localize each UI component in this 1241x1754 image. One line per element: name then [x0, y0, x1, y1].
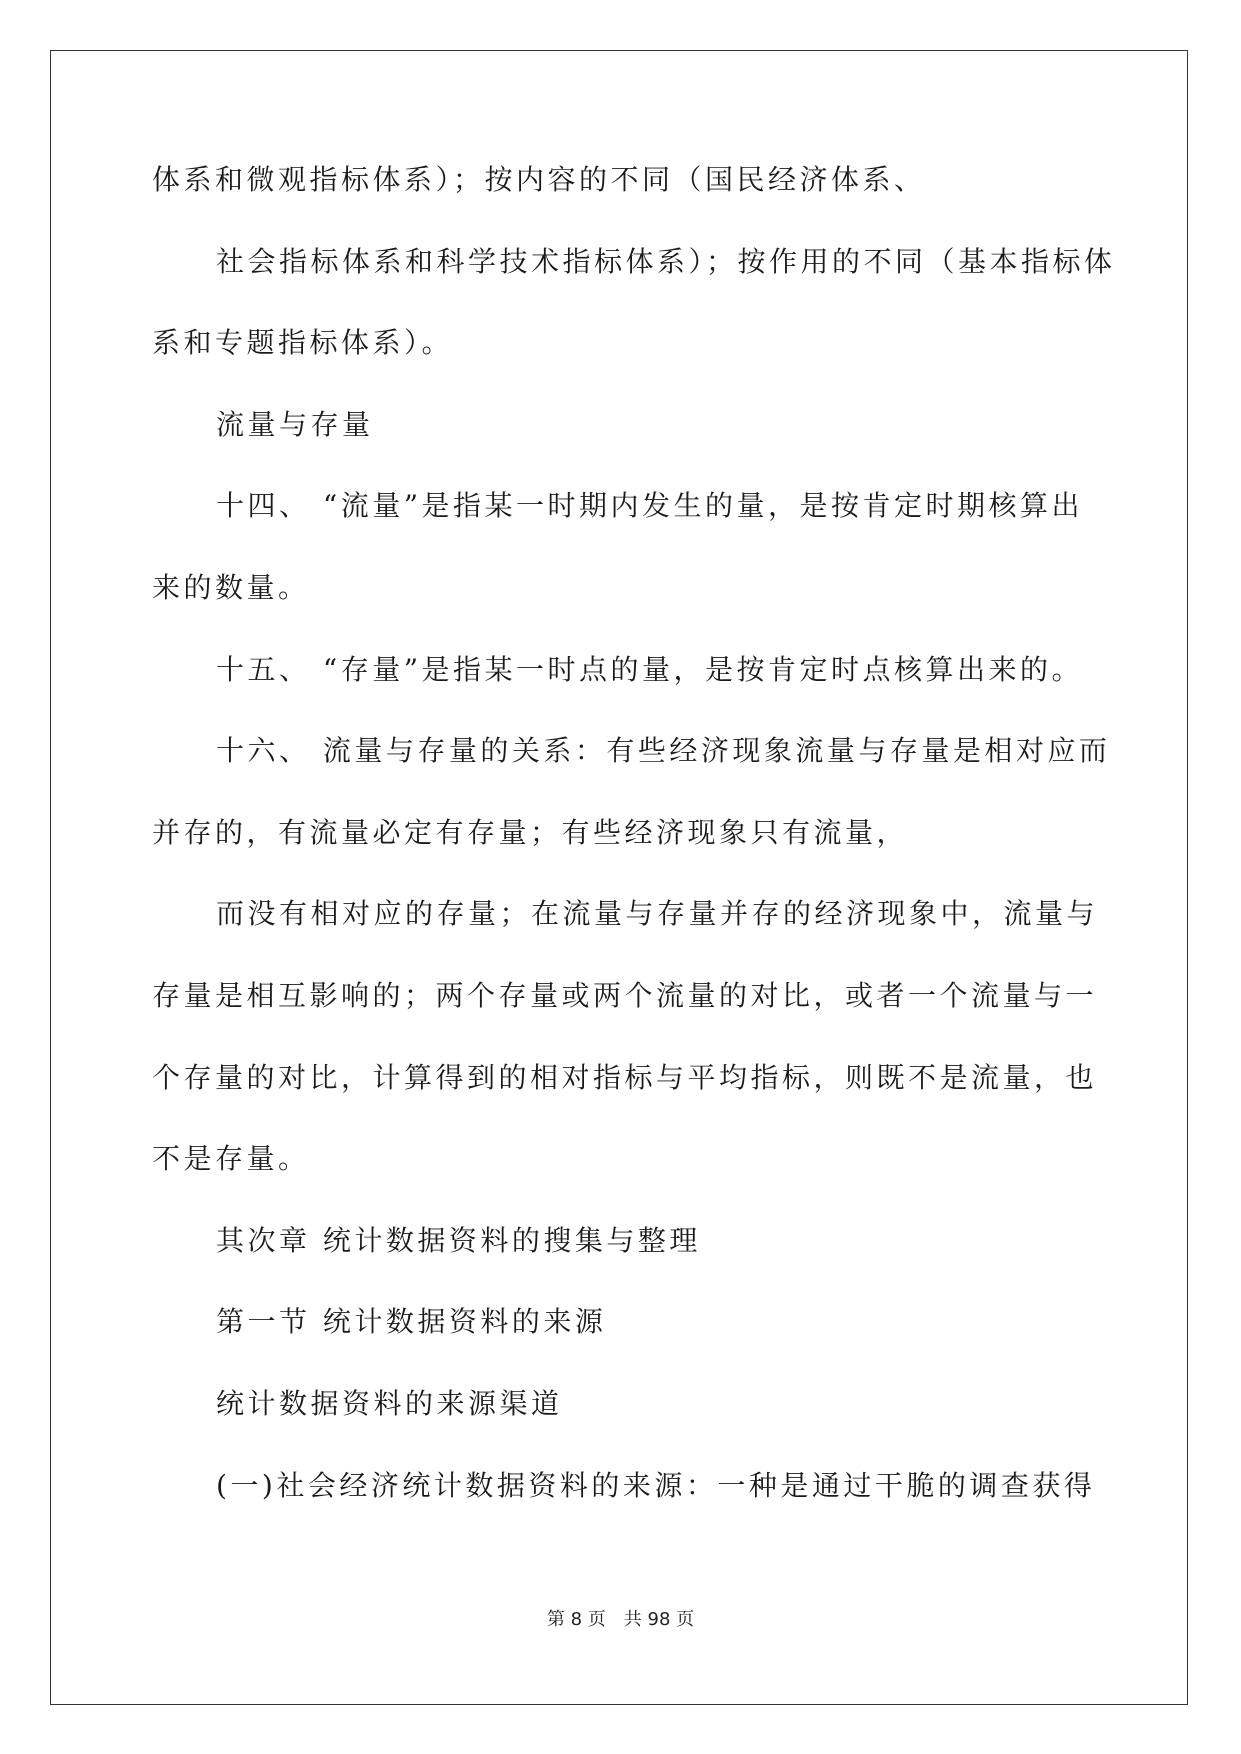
- text-line: 不是存量。: [152, 1142, 310, 1176]
- chapter-heading: 其次章 统计数据资料的搜集与整理: [216, 1223, 701, 1257]
- page-footer: [0, 1605, 1241, 1631]
- document-body: [152, 163, 1116, 1552]
- text-line: 而没有相对应的存量；在流量与存量并存的经济现象中，流量与: [216, 897, 1099, 931]
- text-line: 来的数量。: [152, 570, 310, 604]
- text-line: 十五、 “存量”是指某一时点的量，是按肯定时点核算出来的。: [216, 652, 1084, 686]
- page-number: 第 8 页: [546, 1609, 606, 1630]
- text-line: (一)社会经济统计数据资料的来源：一种是通过干脆的调查获得: [216, 1468, 1096, 1502]
- text-line: 十四、 “流量”是指某一时期内发生的量，是按肯定时期核算出: [216, 489, 1084, 523]
- subsection-heading: 统计数据资料的来源渠道: [216, 1386, 563, 1420]
- section-heading: 第一节 统计数据资料的来源: [216, 1305, 607, 1339]
- text-line: 十六、 流量与存量的关系：有些经济现象流量与存量是相对应而: [216, 734, 1111, 768]
- text-line: 并存的，有流量必定有存量；有些经济现象只有流量，: [152, 815, 909, 849]
- text-line: 存量是相互影响的；两个存量或两个流量的对比，或者一个流量与一: [152, 978, 1098, 1012]
- text-line: 体系和微观指标体系）；按内容的不同（国民经济体系、: [152, 163, 926, 196]
- text-line: 个存量的对比，计算得到的相对指标与平均指标，则既不是流量，也: [152, 1060, 1098, 1094]
- text-line: 社会指标体系和科学技术指标体系）；按作用的不同（基本指标体: [216, 244, 1116, 278]
- section-heading: 流量与存量: [216, 407, 374, 441]
- total-pages: 共 98 页: [623, 1609, 695, 1630]
- text-line: 系和专题指标体系）。: [152, 326, 454, 360]
